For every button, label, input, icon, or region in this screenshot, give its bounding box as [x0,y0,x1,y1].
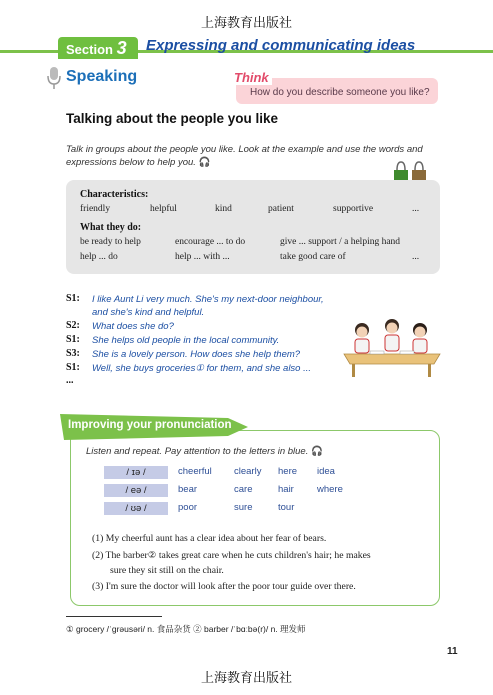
characteristics-word: supportive [333,204,374,214]
phoneme-word: clearly [234,466,262,477]
publisher-header: 上海教育出版社 [200,16,292,31]
section-tab [58,37,138,59]
expression: be ready to help [80,237,141,247]
characteristics-heading: Characteristics: [80,189,149,200]
speaker-label: ... [66,375,74,386]
practice-sentence: sure they sit still on the chair. [110,565,224,576]
dialogue-line: and she's kind and helpful. [92,307,205,318]
characteristics-word: friendly [80,204,111,214]
pronunciation-instruction: Listen and repeat. Pay attention to the letters in blue. 🎧 [86,446,323,457]
page-heading: Talking about the people you like [66,111,279,126]
expression: give ... support / a helping hand [280,237,401,247]
speaker-label: S1: [66,362,80,373]
page-number: 11 [447,646,458,657]
phoneme-word: bear [178,484,198,495]
practice-sentence: (1) My cheerful aunt has a clear idea about her fear of bears. [92,533,327,544]
practice-sentence: (3) I'm sure the doctor will look after the poor tour guide over there. [92,581,356,592]
dialogue-line: She is a lovely person. How does she help them? [92,349,301,360]
dialogue-line: What does she do? [92,321,174,332]
phoneme-word: here [278,466,298,477]
expression: help ... do [80,252,118,262]
speaker-label: S2: [66,320,80,331]
footnote: ① grocery /ˈɡrəusəri/ n. 食品杂货 ② barber /ˈbɑːbə(r)/ n. 理发师 [66,624,306,634]
dialogue-line: She helps old people in the local community. [92,335,280,346]
characteristics-word: helpful [150,204,177,214]
phoneme-word: poor [178,502,198,513]
expression: ... [412,252,420,262]
think-question: How do you describe someone you like? [250,87,430,98]
speaker-label: S1: [66,334,80,345]
headphones-icon[interactable]: 🎧 [198,157,211,168]
publisher-footer: 上海教育出版社 [200,671,292,686]
dialogue-line: I like Aunt Li very much. She's my next-door neighbour, [92,294,324,305]
phoneme-word: hair [278,484,294,495]
phoneme-word: where [317,484,343,495]
microphone-icon [47,66,61,90]
characteristics-word: ... [412,204,420,214]
phoneme-word: idea [317,466,335,477]
dialogue-line: Well, she buys groceries① for them, and she also ... [92,363,312,374]
phoneme-label: / ɪə / [104,466,168,479]
expression: take good care of [280,252,346,262]
phoneme-label: / eə / [104,484,168,497]
practice-sentence: (2) The barber② takes great care when he cuts children's hair; he makes [92,550,371,561]
intro-text: Talk in groups about the people you like. Look at the example and use the words and expressions below to help you. 🎧 [66,144,423,168]
expression: help ... with ... [175,252,230,262]
footnote-divider [66,616,162,617]
what-they-do-heading: What they do: [80,222,142,233]
phoneme-word: care [234,484,253,495]
speaker-label: S1: [66,293,80,304]
phoneme-word: sure [234,502,253,513]
speaker-label: S3: [66,348,80,359]
characteristics-word: patient [268,204,294,214]
section-number: 3 [116,38,127,58]
headphones-icon[interactable]: 🎧 [310,446,323,457]
students-illustration [342,314,442,378]
section-label: Section [66,42,113,57]
think-label: Think [231,70,272,85]
section-title: Expressing and communicating ideas [146,37,416,54]
phoneme-word: tour [278,502,295,513]
phoneme-label: / ʊə / [104,502,168,515]
expression: encourage ... to do [175,237,246,247]
phoneme-word: cheerful [178,466,212,477]
speaking-title: Speaking [66,68,138,85]
characteristics-word: kind [215,204,232,214]
pronunciation-title: Improving your pronunciation [68,419,232,431]
